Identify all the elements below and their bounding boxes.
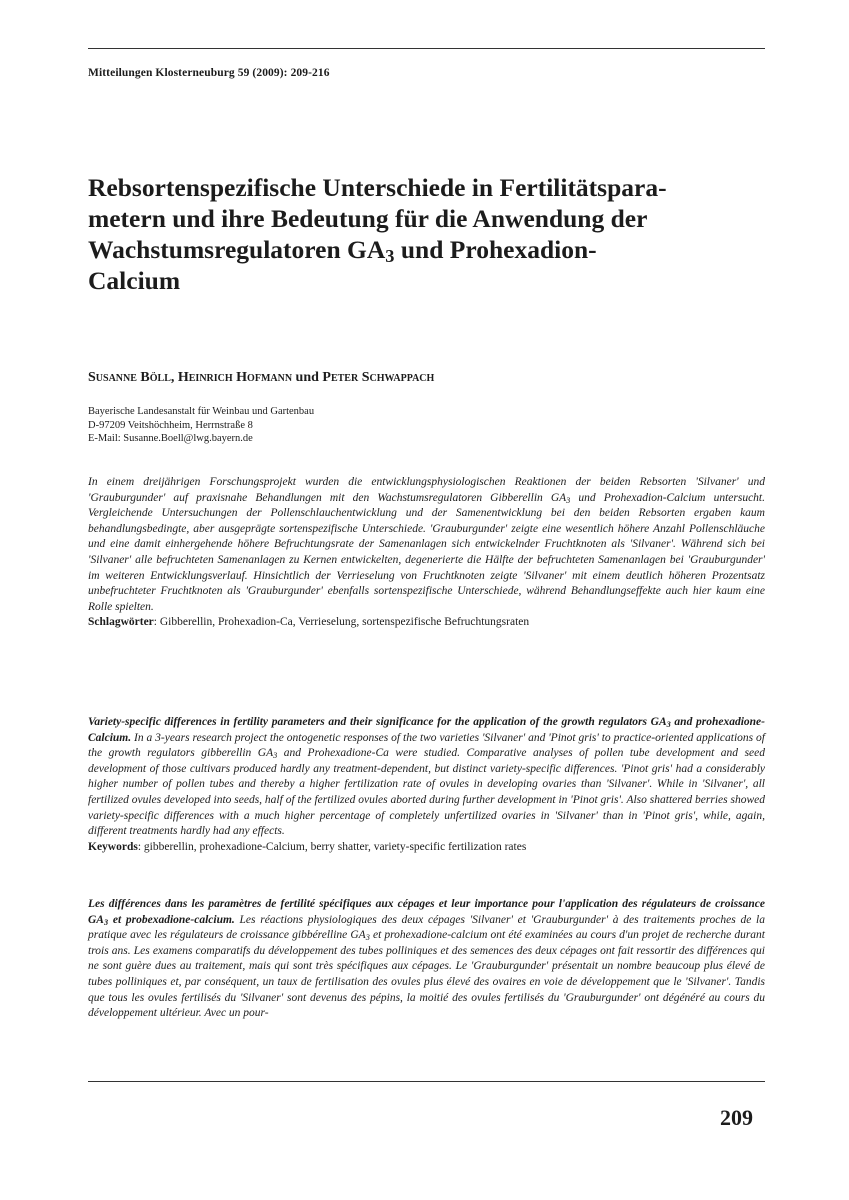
author-2: Heinrich Hofmann — [177, 370, 293, 385]
footer-rule — [88, 1081, 765, 1082]
affiliation — [88, 405, 314, 446]
journal-citation: Mitteilungen Klosterneuburg 59 (2009): 209-216 — [88, 67, 330, 79]
title-line-4: Calcium — [88, 266, 181, 295]
abstract-en-text-1: In a 3-years research project the ontogenetic responses of the two varieties 'Silvaner' and 'Pinot gris' to practice-oriented applications of the growth regulators gibberellin GA — [88, 731, 765, 760]
title-subscript: 3 — [385, 246, 395, 267]
abstract-fr-title-1: Les différences dans les paramètres de fertilité spécifiques aux cépages et leur importance pour l'application des régulateurs de croissance GA — [88, 898, 765, 926]
author-conjunction: und — [292, 370, 323, 385]
affiliation-address: D-97209 Veitshöchheim, Herrnstraße 8 — [88, 419, 253, 431]
abstract-en-text-2: and Prohexadione-Ca were studied. Comparative analyses of pollen tube development and seed development of those cultivars produced hardly any treatment-dependent, but distinct variety-specific differences. 'Pinot gris' had a considerably higher number of pollen tubes and thereby a higher fertilization rate of ovules in developing ovaries than 'Silvaner'. While in 'Silvaner', all fertilized ovules developed into seeds, half of the fertilized ovules aborted during further development in 'Pinot gris'. Also shattered berries showed variety-specific differences with a much higher percentage of completely unfertilized ovaries in 'Silvaner' than in 'Pinot gris', while, again, different treatments hardly had any effects. — [88, 747, 765, 838]
abstract-fr-text-2: et prohexadione-calcium ont été examinées au cours d'un projet de recherche durant trois ans. Les examens comparatifs du développement des tubes polliniques et des semences des deux cépages ont fait ressortir des différences qui ne sont guère dues au traitement, mais qui sont très spécifiques aux cépages. Le 'Grauburgunder' présentait un nombre beaucoup plus élevé de tubes polliniques et, par conséquent, un taux de fertilisation des ovules plus élevé des ovaires en voie de développement que le 'Silvaner'. Tandis que tous les ovules fertilisés du 'Silvaner' sont devenus des pépins, la moitié des ovules fertilisés du 'Grauburgunder' ont dégénéré au cours du développement ultérieur. Avec un pour- — [88, 929, 766, 1020]
title-line-3a: Wachstumsregulatoren GA — [88, 235, 386, 264]
abstract-fr-title-subscript: 3 — [103, 917, 109, 927]
abstract-german — [88, 475, 765, 631]
abstract-de-text-2: und Prohexadion-Calcium untersucht. Vergleichende Untersuchungen der Pollenschlauchentwicklung und der Samenentwicklung bei den beiden Rebsorten ergaben kaum behandlungsbedingte, aber ausgeprägte sortenspezifische Unterschiede. 'Grauburgunder' zeigte eine wesentlich höhere Anzahl Pollenschläuche und eine damit einhergehende höhere Befruchtungsrate der Samenanlagen sich entwickelnder Fruchtknoten als 'Silvaner'. Während sich bei 'Silvaner' alle befruchteten Samenanlagen zu Kernen entwickelten, degenerierte die Hälfte der befruchteten Samenanlagen bei 'Grauburgunder' im weiteren Entwicklungsverlauf. Hinsichtlich der Verrieselung von Fruchtknoten zeigte 'Silvaner' mit einem deutlich höheren Prozentsatz unbefruchteter Fruchtknoten als 'Grauburgunder' ebenfalls sortenspezifische Unterschiede, während Behandlungseffekte auch hier kaum eine Rolle spielten. — [88, 491, 765, 613]
abstract-en-title-1: Variety-specific differences in fertility parameters and their significance for the application of the growth regulators GA — [88, 716, 667, 728]
article-title — [88, 172, 768, 296]
keywords-de-label: Schlagwörter — [88, 616, 154, 629]
keywords-english — [88, 840, 765, 856]
abstract-en-title-subscript: 3 — [666, 719, 671, 729]
title-line-3b: und Prohexadion- — [394, 235, 597, 264]
author-1: Susanne Böll — [88, 370, 171, 385]
affiliation-email: E-Mail: Susanne.Boell@lwg.bayern.de — [88, 433, 253, 444]
keywords-german — [88, 615, 765, 631]
abstract-fr-subscript: 3 — [365, 933, 370, 942]
abstract-fr-text-1: Les réactions physiologiques des deux cépages 'Silvaner' et 'Grauburgunder' à des traitements proches de la pratique avec les régulateurs de croissance gibbérelline GA — [88, 913, 765, 942]
abstract-de-text-1: In einem dreijährigen Forschungsprojekt wurden die entwicklungsphysiologischen Reaktionen der beiden Rebsorten 'Silvaner' und 'Grauburgunder' auf praxisnahe Behandlungen mit den Wachstumsregulatoren Gibberellin GA — [88, 476, 765, 504]
abstract-en-title-2: and prohexadione-Calcium. — [88, 716, 765, 744]
affiliation-institute: Bayerische Landesanstalt für Weinbau und Gartenbau — [88, 406, 315, 417]
keywords-de-text: : Gibberellin, Prohexadion-Ca, Verrieselung, sortenspezifische Befruchtungsraten — [153, 616, 530, 629]
author-separator: , — [170, 370, 178, 385]
keywords-en-label: Keywords — [88, 840, 138, 853]
abstract-french — [88, 897, 765, 1022]
abstract-en-subscript: 3 — [273, 751, 278, 760]
title-line-2: metern und ihre Bedeutung für die Anwendung der — [88, 204, 648, 233]
header-rule — [88, 48, 765, 49]
author-3: Peter Schwappach — [322, 370, 435, 385]
abstract-fr-title-2: et probexadione-calcium. — [108, 913, 235, 926]
title-line-1: Rebsortenspezifische Unterschiede in Fertilitätspara- — [88, 173, 667, 202]
author-list — [88, 370, 434, 386]
abstract-de-subscript: 3 — [566, 495, 571, 505]
keywords-en-text: : gibberellin, prohexadione-Calcium, berry shatter, variety-specific fertilization rates — [137, 840, 527, 853]
page-number: 209 — [720, 1105, 753, 1130]
abstract-english — [88, 715, 765, 855]
